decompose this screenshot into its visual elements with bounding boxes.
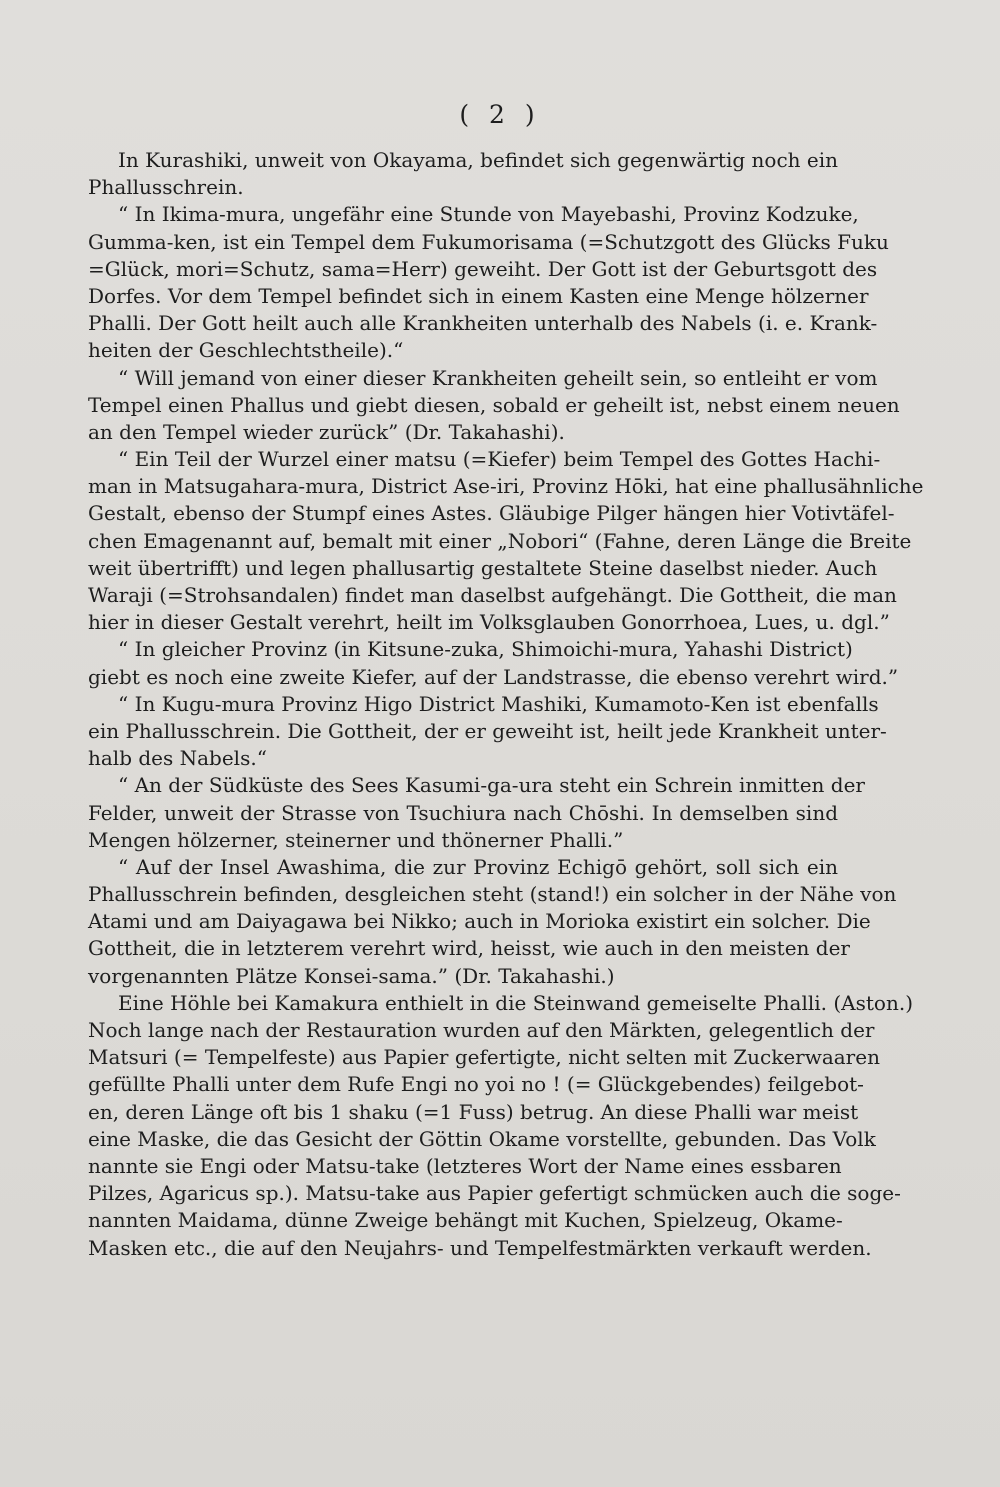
text-line: Phallusschrein.: [88, 175, 244, 200]
text-line: “ In Kugu-mura Provinz Higo District Mashiki, Kumamoto-Ken ist ebenfalls: [118, 691, 879, 716]
text-line: nannte sie Engi oder Matsu-take (letzteres Wort der Name eines essbaren: [88, 1153, 842, 1178]
text-line: Pilzes, Agaricus sp.). Matsu-take aus Papier gefertigt schmücken auch die soge-: [88, 1181, 901, 1206]
text-line: Eine Höhle bei Kamakura enthielt in die Steinwand gemeiselte Phalli. (Aston.): [118, 990, 913, 1015]
text-line: Tempel einen Phallus und giebt diesen, sobald er geheilt ist, nebst einem neuen: [88, 392, 900, 417]
text-line: an den Tempel wieder zurück” (Dr. Takahashi).: [88, 419, 565, 444]
text-line: =Glück, mori=Schutz, sama=Herr) geweiht. Der Gott ist der Geburtsgott des: [88, 256, 878, 281]
text-line: Masken etc., die auf den Neujahrs- und Tempelfestmärkten verkauft werden.: [88, 1235, 872, 1260]
page-number: ( 2 ): [459, 100, 541, 129]
text-line: heiten der Geschlechtstheile).“: [88, 338, 404, 363]
text-line: man in Matsugahara-mura, District Ase-iri, Provinz Hōki, hat eine phallusähnliche: [88, 474, 924, 499]
text-line: eine Maske, die das Gesicht der Göttin Okame vorstellte, gebunden. Das Volk: [88, 1126, 876, 1151]
text-line: Dorfes. Vor dem Tempel befindet sich in einem Kasten eine Menge hölzerner: [88, 283, 869, 308]
text-line: giebt es noch eine zweite Kiefer, auf der Landstrasse, die ebenso verehrt wird.”: [88, 664, 899, 689]
text-line: Matsuri (= Tempelfeste) aus Papier gefertigte, nicht selten mit Zuckerwaaren: [88, 1045, 880, 1070]
text-line: gefüllte Phalli unter dem Rufe Engi no yoi no ! (= Glückgebendes) feilgebot-: [88, 1072, 864, 1097]
body-text: [88, 147, 924, 1262]
text-line: “ An der Südküste des Sees Kasumi-ga-ura steht ein Schrein inmitten der: [118, 773, 865, 798]
text-line: en, deren Länge oft bis 1 shaku (=1 Fuss) betrug. An diese Phalli war meist: [88, 1099, 859, 1124]
text-line: “ In Ikima-mura, ungefähr eine Stunde von Mayebashi, Provinz Kodzuke,: [118, 202, 859, 227]
text-line: Waraji (=Strohsandalen) findet man daselbst aufgehängt. Die Gottheit, die man: [88, 583, 897, 607]
text-line: nannten Maidama, dünne Zweige behängt mit Kuchen, Spielzeug, Okame-: [88, 1208, 843, 1233]
text-line: Noch lange nach der Restauration wurden auf den Märkten, gelegentlich der: [88, 1018, 875, 1042]
text-line: hier in dieser Gestalt verehrt, heilt im Volksglauben Gonorrhoea, Lues, u. dgl.”: [88, 610, 890, 635]
text-line: Gestalt, ebenso der Stumpf eines Astes. Gläubige Pilger hängen hier Votivtäfel-: [88, 501, 895, 526]
text-line: ein Phallusschrein. Die Gottheit, der er geweiht ist, heilt jede Krankheit unter-: [88, 718, 887, 743]
text-line: Phallusschrein befinden, desgleichen steht (stand!) ein solcher in der Nähe von: [88, 882, 897, 907]
text-line: weit übertrifft) und legen phallusartig gestaltete Steine daselbst nieder. Auch: [88, 555, 878, 580]
text-line: Felder, unweit der Strasse von Tsuchiura nach Chōshi. In demselben sind: [88, 800, 838, 825]
text-line: “ Ein Teil der Wurzel einer matsu (=Kiefer) beim Tempel des Gottes Hachi-: [118, 447, 881, 472]
text-line: halb des Nabels.“: [88, 746, 267, 771]
text-line: Mengen hölzerner, steinerner und thönerner Phalli.”: [88, 827, 624, 852]
text-line: Gottheit, die in letzterem verehrt wird, heisst, wie auch in den meisten der: [88, 936, 850, 961]
text-line: Gumma-ken, ist ein Tempel dem Fukumorisama (=Schutzgott des Glücks Fuku: [88, 229, 889, 254]
text-line: Atami und am Daiyagawa bei Nikko; auch in Morioka existirt ein solcher. Die: [88, 909, 871, 934]
text-line: Phalli. Der Gott heilt auch alle Krankheiten unterhalb des Nabels (i. e. Krank-: [88, 311, 878, 336]
text-line: chen Emagenannt auf, bemalt mit einer „Nobori“ (Fahne, deren Länge die Breite: [88, 528, 912, 553]
text-line: “ In gleicher Provinz (in Kitsune-zuka, Shimoichi-mura, Yahashi District): [118, 637, 853, 662]
text-line: “ Will jemand von einer dieser Krankheiten geheilt sein, so entleiht er vom: [118, 365, 878, 390]
text-line: vorgenannten Plätze Konsei-sama.” (Dr. Takahashi.): [88, 963, 615, 988]
text-line: In Kurashiki, unweit von Okayama, befindet sich gegenwärtig noch ein: [118, 148, 838, 172]
text-line: “ Auf der Insel Awashima, die zur Provinz Echigō gehört, soll sich ein: [118, 854, 838, 879]
